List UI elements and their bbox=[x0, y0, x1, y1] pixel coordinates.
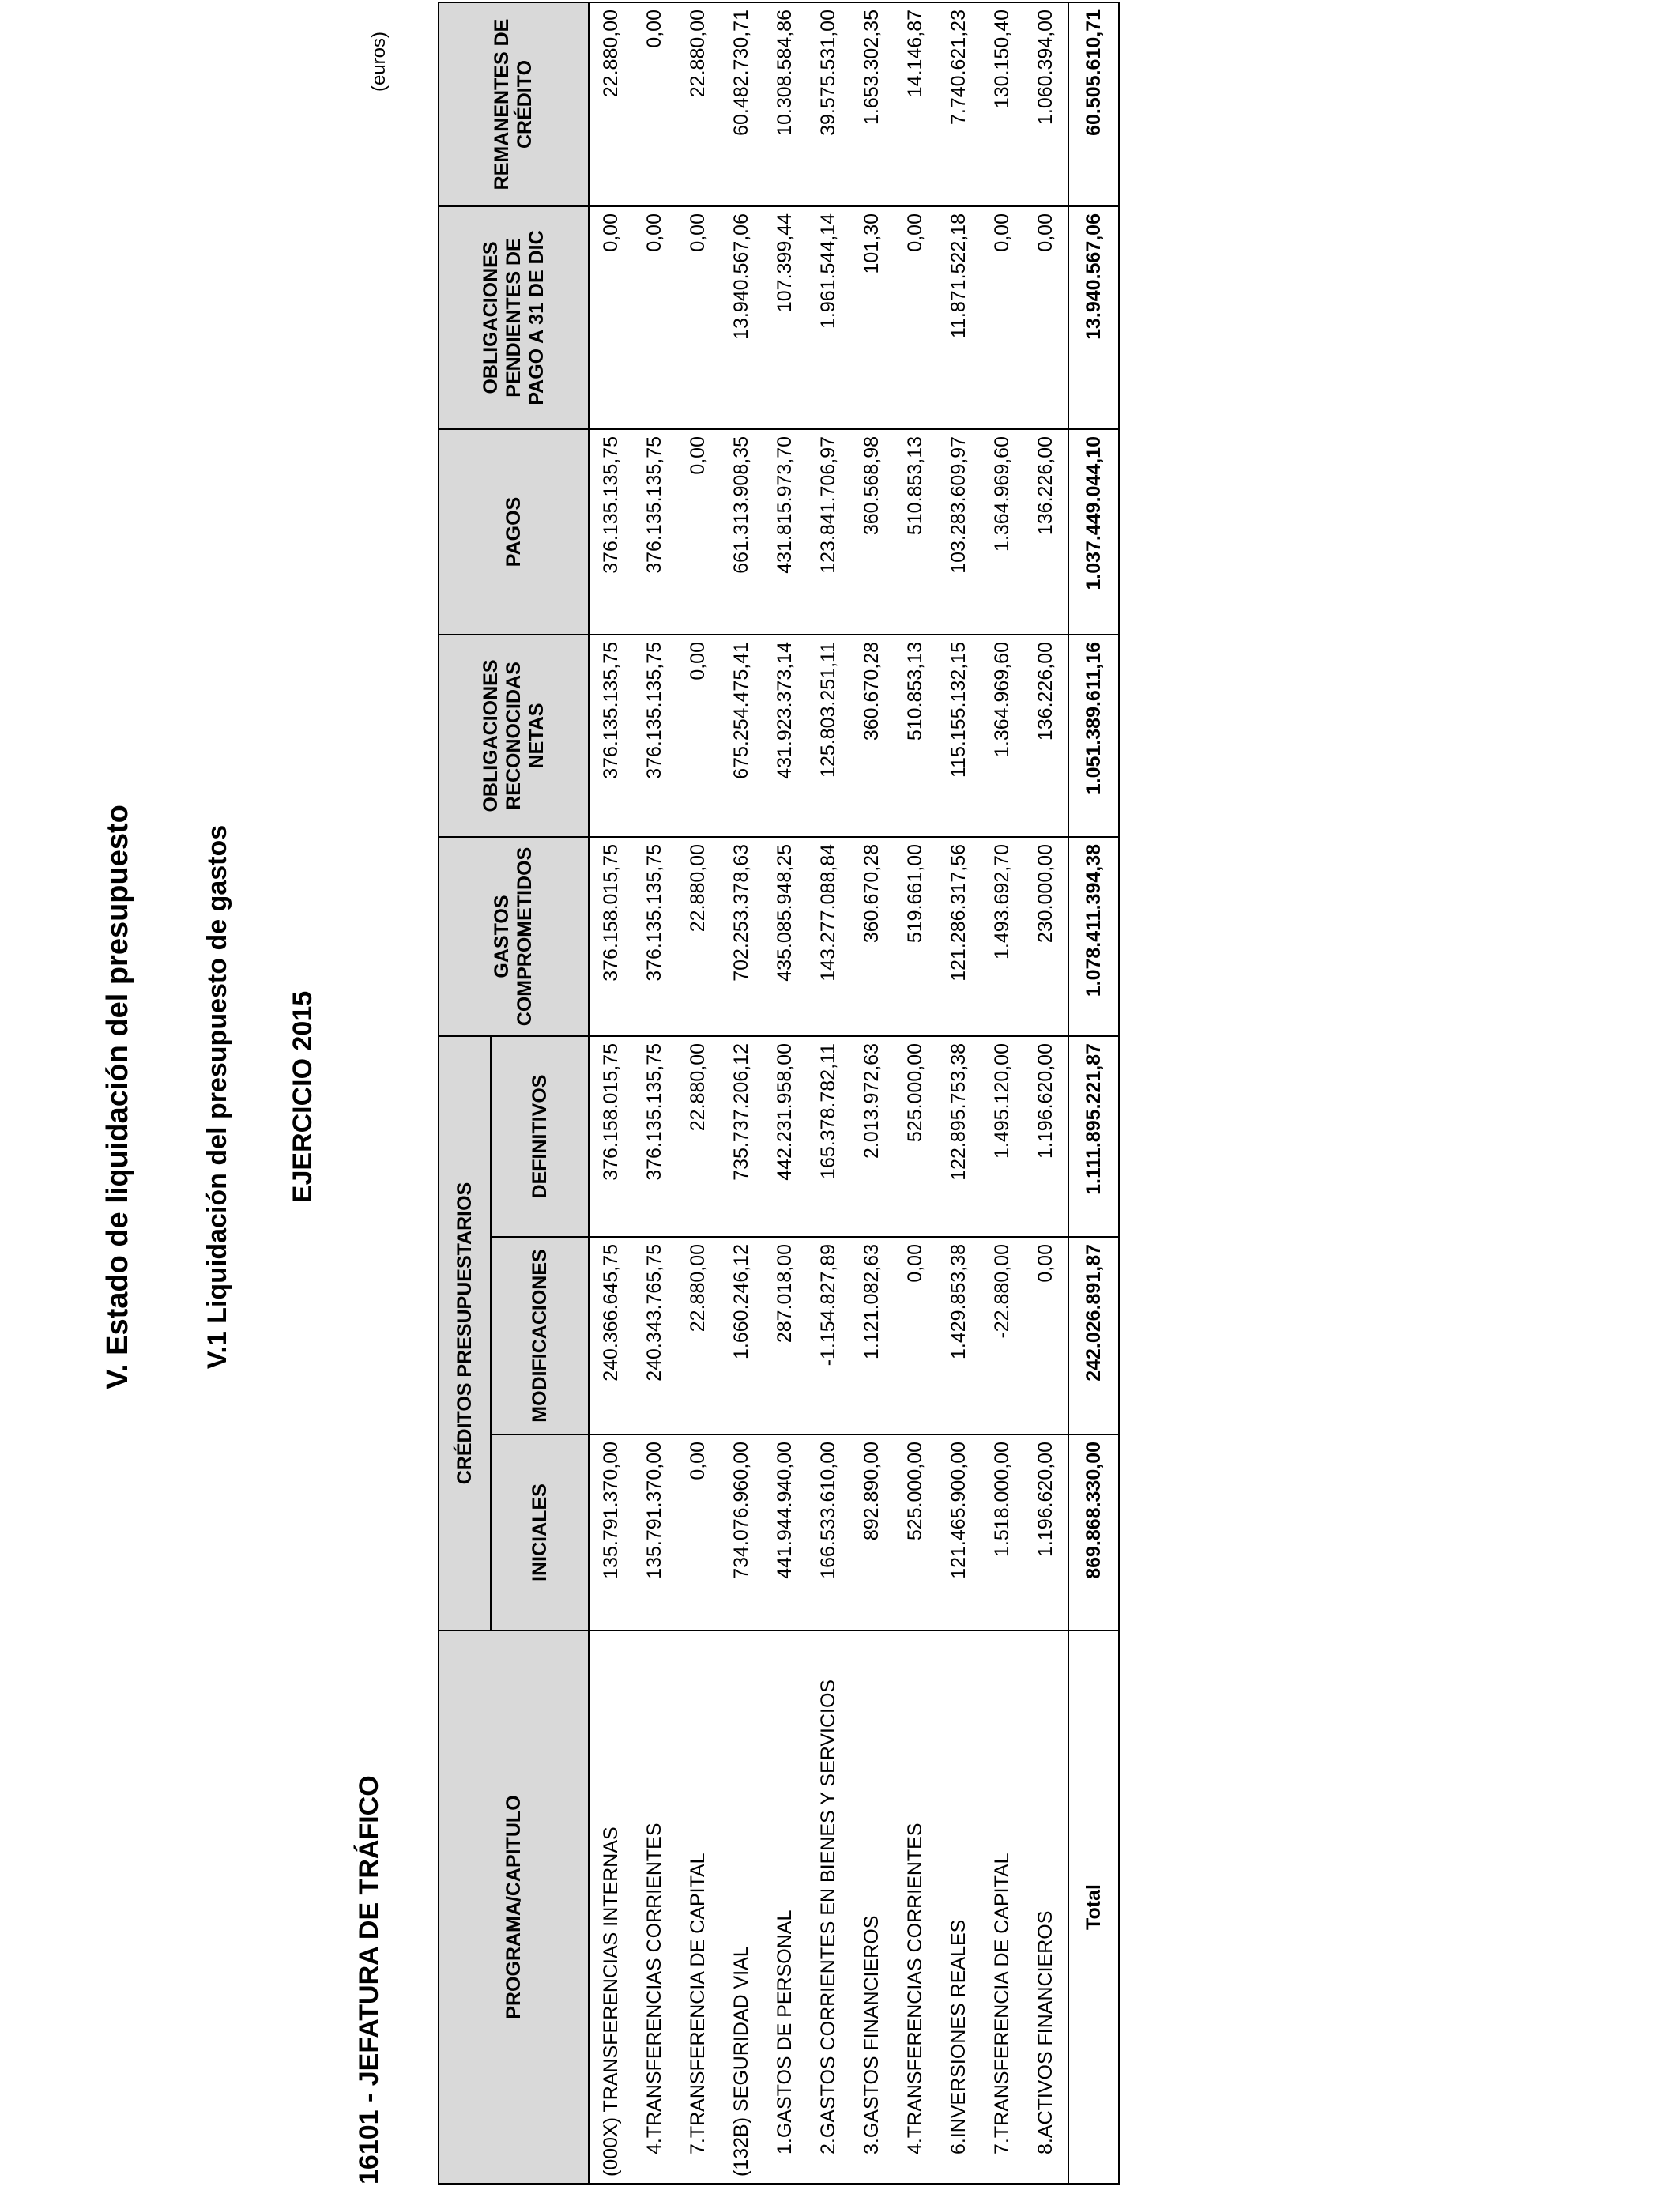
cell-remanentes: 10.308.584,86 bbox=[763, 2, 807, 206]
cell-obligaciones: 115.155.132,15 bbox=[937, 635, 981, 837]
cell-pagos: 1.364.969,60 bbox=[981, 429, 1024, 635]
cell-iniciales: 121.465.900,00 bbox=[937, 1434, 981, 1630]
cell-obligaciones: 136.226,00 bbox=[1024, 635, 1068, 837]
cell-obligaciones: 376.135.135,75 bbox=[589, 635, 633, 837]
cell-modificaciones: 0,00 bbox=[1024, 1237, 1068, 1434]
row-label: 4.TRANSFERENCIAS CORRIENTES bbox=[894, 1630, 937, 2184]
row-label: (132B) SEGURIDAD VIAL bbox=[720, 1630, 763, 2184]
cell-gastos: 376.158.015,75 bbox=[589, 837, 633, 1036]
cell-remanentes: 0,00 bbox=[633, 2, 676, 206]
cell-pendientes: 11.871.522,18 bbox=[937, 206, 981, 429]
table-row bbox=[894, 2, 937, 2184]
cell-gastos: 143.277.088,84 bbox=[807, 837, 850, 1036]
cell-obligaciones: 431.923.373,14 bbox=[763, 635, 807, 837]
header-creditos-presupuestarios: CRÉDITOS PRESUPUESTARIOS bbox=[439, 1036, 491, 1630]
cell-modificaciones: 240.366.645,75 bbox=[589, 1237, 633, 1434]
total-definitivos: 1.111.895.221,87 bbox=[1068, 1036, 1119, 1237]
cell-obligaciones: 376.135.135,75 bbox=[633, 635, 676, 837]
row-label: 1.GASTOS DE PERSONAL bbox=[763, 1630, 807, 2184]
header-definitivos: DEFINITIVOS bbox=[491, 1036, 589, 1237]
total-label: Total bbox=[1068, 1630, 1119, 2184]
cell-iniciales: 441.944.940,00 bbox=[763, 1434, 807, 1630]
cell-remanentes: 60.482.730,71 bbox=[720, 2, 763, 206]
total-modificaciones: 242.026.891,87 bbox=[1068, 1237, 1119, 1434]
cell-definitivos: 735.737.206,12 bbox=[720, 1036, 763, 1237]
table-row bbox=[676, 2, 720, 2184]
cell-pagos: 0,00 bbox=[676, 429, 720, 635]
cell-definitivos: 376.158.015,75 bbox=[589, 1036, 633, 1237]
cell-gastos: 22.880,00 bbox=[676, 837, 720, 1036]
cell-pendientes: 0,00 bbox=[1024, 206, 1068, 429]
cell-pendientes: 1.961.544,14 bbox=[807, 206, 850, 429]
budget-liquidation-table bbox=[438, 2, 1120, 2185]
cell-definitivos: 1.196.620,00 bbox=[1024, 1036, 1068, 1237]
cell-remanentes: 39.575.531,00 bbox=[807, 2, 850, 206]
cell-modificaciones: 1.660.246,12 bbox=[720, 1237, 763, 1434]
cell-pagos: 360.568,98 bbox=[850, 429, 894, 635]
cell-gastos: 1.493.692,70 bbox=[981, 837, 1024, 1036]
cell-pagos: 376.135.135,75 bbox=[589, 429, 633, 635]
cell-modificaciones: 1.429.853,38 bbox=[937, 1237, 981, 1434]
cell-modificaciones: 0,00 bbox=[894, 1237, 937, 1434]
header-iniciales: INICIALES bbox=[491, 1434, 589, 1630]
table-row bbox=[1024, 2, 1068, 2184]
table-row bbox=[981, 2, 1024, 2184]
table-row bbox=[937, 2, 981, 2184]
cell-modificaciones: 22.880,00 bbox=[676, 1237, 720, 1434]
total-pagos: 1.037.449.044,10 bbox=[1068, 429, 1119, 635]
cell-pendientes: 101,30 bbox=[850, 206, 894, 429]
header-modificaciones: MODIFICACIONES bbox=[491, 1237, 589, 1434]
table-row bbox=[850, 2, 894, 2184]
row-label: 4.TRANSFERENCIAS CORRIENTES bbox=[633, 1630, 676, 2184]
cell-pagos: 136.226,00 bbox=[1024, 429, 1068, 635]
cell-definitivos: 165.378.782,11 bbox=[807, 1036, 850, 1237]
cell-remanentes: 7.740.621,23 bbox=[937, 2, 981, 206]
cell-pendientes: 0,00 bbox=[633, 206, 676, 429]
header-gastos-comprometidos: GASTOS COMPROMETIDOS bbox=[439, 837, 589, 1036]
cell-pendientes: 0,00 bbox=[589, 206, 633, 429]
cell-obligaciones: 1.364.969,60 bbox=[981, 635, 1024, 837]
total-remanentes: 60.505.610,71 bbox=[1068, 2, 1119, 206]
cell-obligaciones: 0,00 bbox=[676, 635, 720, 837]
cell-pagos: 431.815.973,70 bbox=[763, 429, 807, 635]
cell-remanentes: 1.653.302,35 bbox=[850, 2, 894, 206]
cell-remanentes: 1.060.394,00 bbox=[1024, 2, 1068, 206]
row-label: 3.GASTOS FINANCIEROS bbox=[850, 1630, 894, 2184]
cell-modificaciones: 240.343.765,75 bbox=[633, 1237, 676, 1434]
units-label: (euros) bbox=[368, 31, 390, 92]
exercise-year: EJERCICIO 2015 bbox=[288, 990, 318, 1204]
cell-modificaciones: 1.121.082,63 bbox=[850, 1237, 894, 1434]
cell-gastos: 702.253.378,63 bbox=[720, 837, 763, 1036]
table-row bbox=[589, 2, 633, 2184]
row-label: 7.TRANSFERENCIA DE CAPITAL bbox=[981, 1630, 1024, 2184]
cell-definitivos: 2.013.972,63 bbox=[850, 1036, 894, 1237]
cell-pendientes: 13.940.567,06 bbox=[720, 206, 763, 429]
cell-obligaciones: 675.254.475,41 bbox=[720, 635, 763, 837]
cell-definitivos: 122.895.753,38 bbox=[937, 1036, 981, 1237]
organism-heading: 16101 - JEFATURA DE TRÁFICO bbox=[354, 1775, 384, 2185]
cell-pendientes: 0,00 bbox=[894, 206, 937, 429]
total-gastos: 1.078.411.394,38 bbox=[1068, 837, 1119, 1036]
cell-pagos: 376.135.135,75 bbox=[633, 429, 676, 635]
page-subtitle: V.1 Liquidación del presupuesto de gastos bbox=[202, 824, 232, 1370]
total-obligaciones: 1.051.389.611,16 bbox=[1068, 635, 1119, 837]
header-remanentes: REMANENTES DE CRÉDITO bbox=[439, 2, 589, 206]
cell-iniciales: 0,00 bbox=[676, 1434, 720, 1630]
cell-obligaciones: 125.803.251,11 bbox=[807, 635, 850, 837]
table-row bbox=[633, 2, 676, 2184]
cell-remanentes: 130.150,40 bbox=[981, 2, 1024, 206]
table-row bbox=[763, 2, 807, 2184]
cell-pendientes: 0,00 bbox=[676, 206, 720, 429]
total-row bbox=[1068, 2, 1119, 2184]
cell-definitivos: 1.495.120,00 bbox=[981, 1036, 1024, 1237]
cell-remanentes: 22.880,00 bbox=[589, 2, 633, 206]
cell-gastos: 360.670,28 bbox=[850, 837, 894, 1036]
row-label: 7.TRANSFERENCIA DE CAPITAL bbox=[676, 1630, 720, 2184]
cell-iniciales: 1.196.620,00 bbox=[1024, 1434, 1068, 1630]
total-iniciales: 869.868.330,00 bbox=[1068, 1434, 1119, 1630]
cell-definitivos: 376.135.135,75 bbox=[633, 1036, 676, 1237]
cell-modificaciones: 287.018,00 bbox=[763, 1237, 807, 1434]
row-label: (000X) TRANSFERENCIAS INTERNAS bbox=[589, 1630, 633, 2184]
header-obligaciones-pendientes: OBLIGACIONES PENDIENTES DE PAGO A 31 DE DIC bbox=[439, 206, 589, 429]
cell-pagos: 123.841.706,97 bbox=[807, 429, 850, 635]
cell-iniciales: 734.076.960,00 bbox=[720, 1434, 763, 1630]
cell-iniciales: 892.890,00 bbox=[850, 1434, 894, 1630]
cell-modificaciones: -1.154.827,89 bbox=[807, 1237, 850, 1434]
row-label: 6.INVERSIONES REALES bbox=[937, 1630, 981, 2184]
header-obligaciones-reconocidas: OBLIGACIONES RECONOCIDAS NETAS bbox=[439, 635, 589, 837]
table-row bbox=[720, 2, 763, 2184]
cell-iniciales: 1.518.000,00 bbox=[981, 1434, 1024, 1630]
cell-iniciales: 166.533.610,00 bbox=[807, 1434, 850, 1630]
total-pendientes: 13.940.567,06 bbox=[1068, 206, 1119, 429]
cell-pendientes: 0,00 bbox=[981, 206, 1024, 429]
cell-gastos: 376.135.135,75 bbox=[633, 837, 676, 1036]
cell-pagos: 661.313.908,35 bbox=[720, 429, 763, 635]
page-title: V. Estado de liquidación del presupuesto bbox=[101, 805, 134, 1389]
cell-definitivos: 442.231.958,00 bbox=[763, 1036, 807, 1237]
cell-remanentes: 14.146,87 bbox=[894, 2, 937, 206]
cell-pagos: 103.283.609,97 bbox=[937, 429, 981, 635]
cell-definitivos: 525.000,00 bbox=[894, 1036, 937, 1237]
cell-obligaciones: 510.853,13 bbox=[894, 635, 937, 837]
cell-gastos: 121.286.317,56 bbox=[937, 837, 981, 1036]
row-label: 2.GASTOS CORRIENTES EN BIENES Y SERVICIOS bbox=[807, 1630, 850, 2184]
cell-remanentes: 22.880,00 bbox=[676, 2, 720, 206]
row-label: 8.ACTIVOS FINANCIEROS bbox=[1024, 1630, 1068, 2184]
cell-obligaciones: 360.670,28 bbox=[850, 635, 894, 837]
cell-gastos: 230.000,00 bbox=[1024, 837, 1068, 1036]
cell-iniciales: 135.791.370,00 bbox=[589, 1434, 633, 1630]
cell-pagos: 510.853,13 bbox=[894, 429, 937, 635]
cell-modificaciones: -22.880,00 bbox=[981, 1237, 1024, 1434]
cell-pendientes: 107.399,44 bbox=[763, 206, 807, 429]
cell-definitivos: 22.880,00 bbox=[676, 1036, 720, 1237]
cell-gastos: 435.085.948,25 bbox=[763, 837, 807, 1036]
cell-gastos: 519.661,00 bbox=[894, 837, 937, 1036]
header-pagos: PAGOS bbox=[439, 429, 589, 635]
cell-iniciales: 525.000,00 bbox=[894, 1434, 937, 1630]
table-row bbox=[807, 2, 850, 2184]
header-programa: PROGRAMA/CAPITULO bbox=[439, 1630, 589, 2184]
cell-iniciales: 135.791.370,00 bbox=[633, 1434, 676, 1630]
